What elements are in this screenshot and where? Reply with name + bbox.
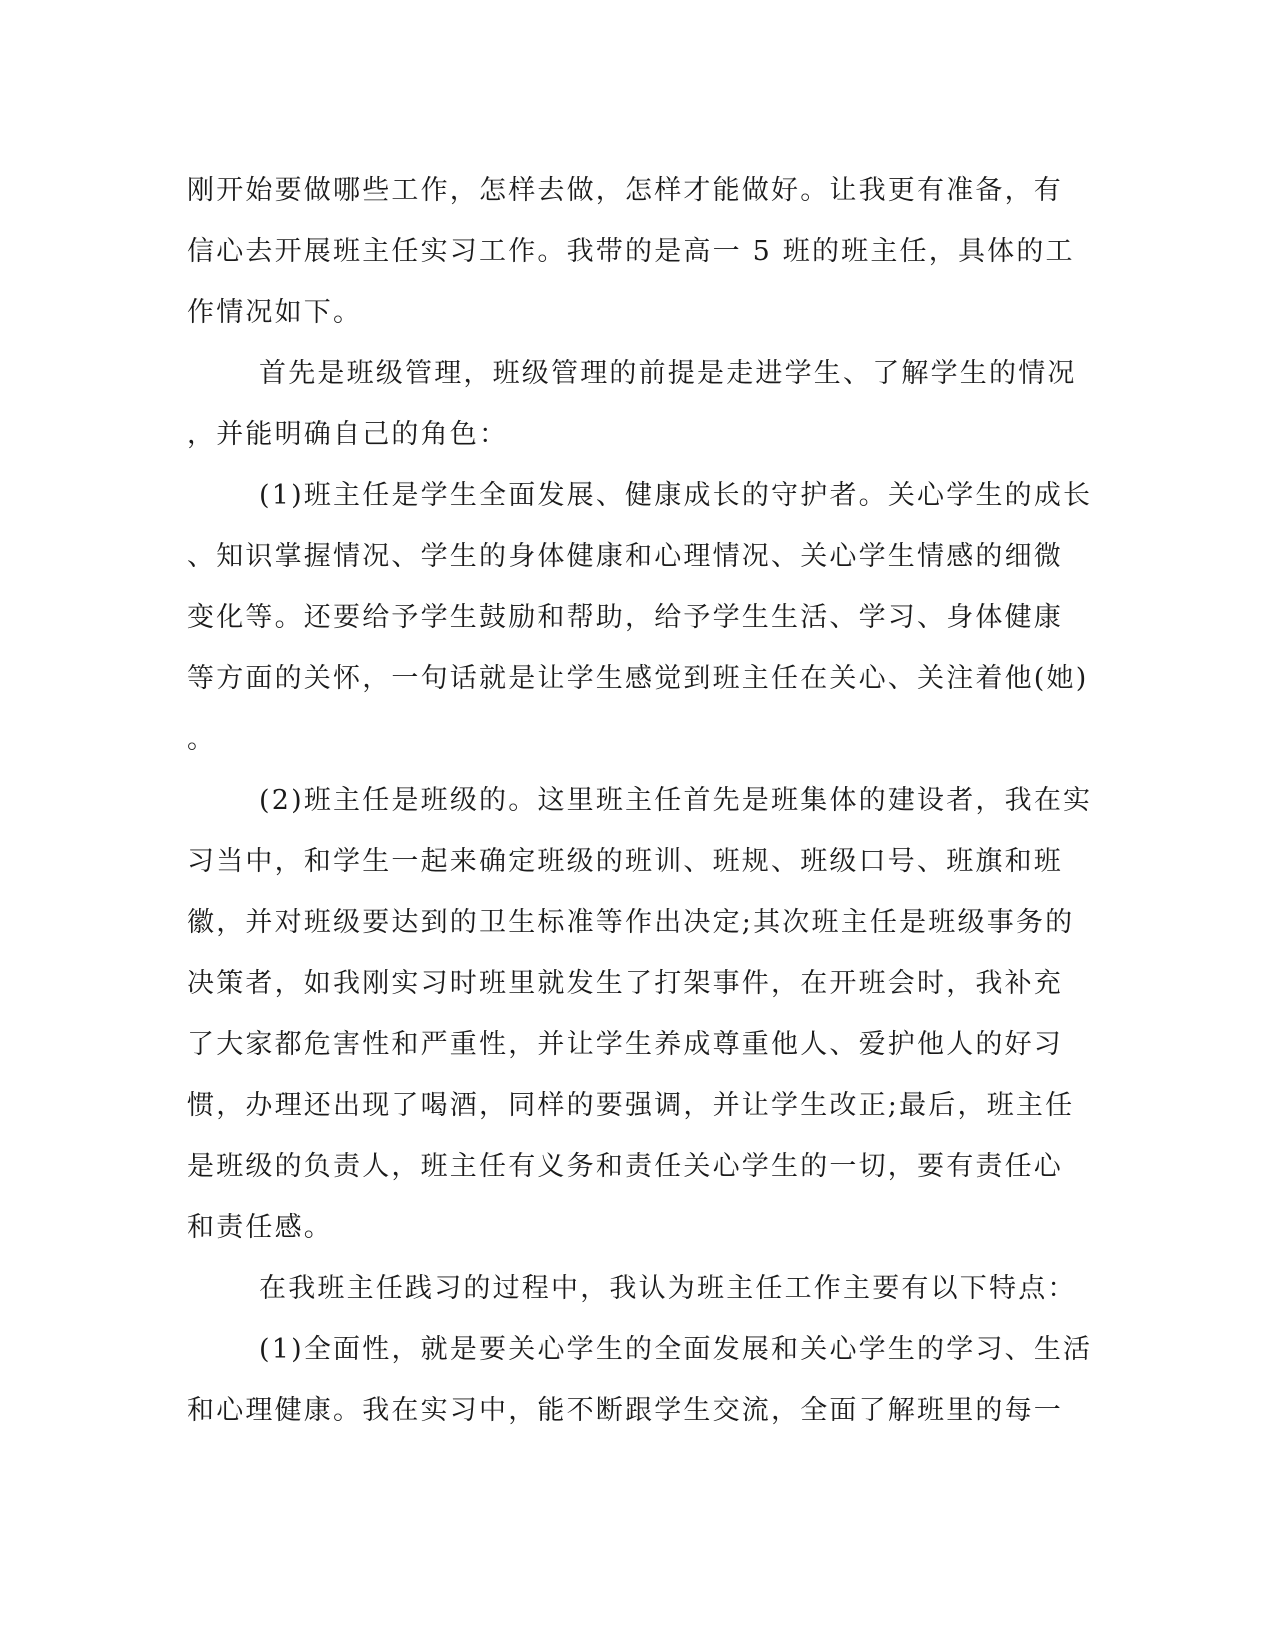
text-line: 变化等。还要给予学生鼓励和帮助，给予学生生活、学习、身体健康 (187, 602, 1063, 633)
text-line: 作情况如下。 (187, 297, 363, 328)
text-line: 惯，办理还出现了喝酒，同样的要强调，并让学生改正;最后，班主任 (187, 1090, 1075, 1121)
text-line: 在我班主任践习的过程中，我认为班主任工作主要有以下特点： (259, 1273, 1077, 1304)
text-line: (2)班主任是班级的。这里班主任首先是班集体的建设者，我在实 (259, 785, 1093, 816)
text-line: 是班级的负责人，班主任有义务和责任关心学生的一切，要有责任心 (187, 1151, 1063, 1182)
text-line: 信心去开展班主任实习工作。我带的是高一 5 班的班主任，具体的工 (187, 236, 1075, 267)
text-line: 习当中，和学生一起来确定班级的班训、班规、班级口号、班旗和班 (187, 846, 1063, 877)
text-line: 和责任感。 (187, 1212, 333, 1243)
text-line: 和心理健康。我在实习中，能不断跟学生交流，全面了解班里的每一 (187, 1395, 1063, 1426)
text-line: 、知识掌握情况、学生的身体健康和心理情况、关心学生情感的细微 (187, 541, 1063, 572)
text-line: 首先是班级管理，班级管理的前提是走进学生、了解学生的情况 (259, 358, 1077, 389)
text-line: 决策者，如我刚实习时班里就发生了打架事件，在开班会时，我补充 (187, 968, 1063, 999)
text-line: (1)班主任是学生全面发展、健康成长的守护者。关心学生的成长 (259, 480, 1093, 511)
text-line: (1)全面性，就是要关心学生的全面发展和关心学生的学习、生活 (259, 1334, 1093, 1365)
text-line: ，并能明确自己的角色： (187, 419, 509, 450)
text-line: 徽，并对班级要达到的卫生标准等作出决定;其次班主任是班级事务的 (187, 907, 1075, 938)
text-line: 刚开始要做哪些工作，怎样去做，怎样才能做好。让我更有准备，有 (187, 175, 1063, 206)
text-line: 了大家都危害性和严重性，并让学生养成尊重他人、爱护他人的好习 (187, 1029, 1063, 1060)
body-text (187, 160, 1093, 1441)
text-line: 。 (187, 724, 217, 755)
text-line: 等方面的关怀，一句话就是让学生感觉到班主任在关心、关注着他(她) (187, 663, 1089, 694)
